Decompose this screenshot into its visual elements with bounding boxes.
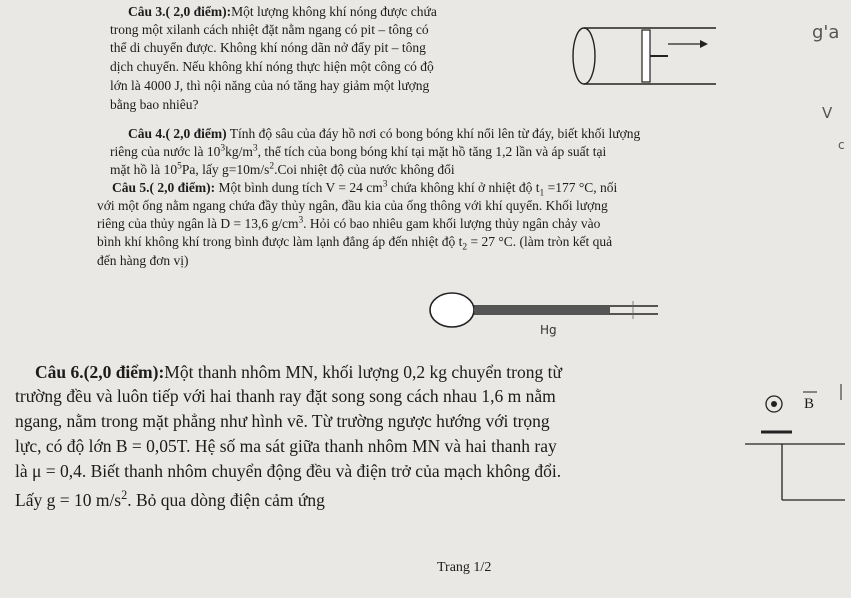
q3-line-1: Câu 3.( 2,0 điểm):Một lượng không khí nóng được chứa — [128, 4, 437, 19]
q6-heading: Câu 6.(2,0 điểm): — [35, 362, 165, 382]
q3-line-4: dịch chuyển. Nếu không khí nóng thực hiện một công có độ — [110, 59, 434, 74]
q5-line-1: Câu 5.( 2,0 điểm): Một bình dung tích V = 24 $cm^3$ chứa không khí ở nhiệt độ $t_1 =177$ °C, nối — [112, 179, 618, 199]
q4-heading: Câu 4.( 2,0 điểm) — [128, 126, 227, 141]
q6-line-5: là μ = 0,4. Biết thanh nhôm chuyển động đều và điện trở của mạch không đổi. — [15, 461, 562, 481]
hg-label: Hg — [540, 323, 557, 337]
q5-line-5: đến hàng đơn vị) — [97, 253, 189, 268]
q3-line-2: trong một xilanh cách nhiệt đặt nằm ngang có pit – tông có — [110, 22, 429, 37]
q6-line-2: trường đều và luôn tiếp với hai thanh ray đặt song song cách nhau 1,6 m nằm — [15, 386, 556, 406]
q3-line-3: thể di chuyển được. Không khí nóng dãn nở đẩy pit – tông — [110, 40, 426, 55]
q4-line-2: riêng của nước là $10^3kg/m^3$, thể tích của bong bóng khí tại mặt hồ tăng 1,2 lần và áp suất tại — [110, 143, 607, 159]
q5-line-4: bình khí không khí trong bình được làm lạnh đẳng áp đến nhiệt độ $t_2 = 27$ °C. (làm tròn kết quả — [97, 234, 613, 253]
q4-line-3: mặt hồ là $10^5Pa$, lấy $g=10m/s^2.Coi$ nhiệt độ của nước không đổi — [110, 161, 455, 177]
q6-line-4: lực, có độ lớn B = 0,05T. Hệ số ma sát giữa thanh nhôm MN và hai thanh ray — [15, 436, 557, 456]
q6-line-1: Câu 6.(2,0 điểm):Một thanh nhôm MN, khối lượng 0,2 kg chuyển trong từ — [35, 362, 562, 382]
margin-note-1: g'a — [812, 22, 840, 43]
q3-line-5: lớn là 4000 J, thì nội năng của nó tăng hay giảm một lượng — [110, 78, 430, 93]
q5-line-3: riêng của thủy ngân là D = 13,6 $g/cm^3$. Hỏi có bao nhiêu gam khối lượng thủy ngân chảy vào — [97, 215, 601, 231]
q3-heading: Câu 3.( 2,0 điểm): — [128, 4, 232, 19]
rails-field-figure — [745, 382, 845, 512]
margin-note-2: V — [822, 104, 833, 122]
q3-line-6: bằng bao nhiêu? — [110, 97, 199, 112]
q6-line-3: ngang, nằm trong mặt phẳng như hình vẽ. Từ trường ngược hướng với trọng — [15, 411, 550, 431]
cylinder-piston-figure — [568, 20, 728, 92]
q4-line-1: Câu 4.( 2,0 điểm) Tính độ sâu của đáy hồ nơi có bong bóng khí nổi lên từ đáy, biết khối lượng — [128, 126, 641, 141]
page-number: Trang 1/2 — [437, 560, 492, 575]
margin-note-3: c — [838, 138, 845, 152]
q6-line-6: Lấy g = 10 $m/s^2$. Bỏ qua dòng điện cảm ứng — [15, 488, 325, 510]
b-field-label: B — [804, 396, 815, 412]
q5-heading: Câu 5.( 2,0 điểm): — [112, 180, 216, 195]
q5-line-2: với một ống nằm ngang chứa đầy thủy ngân, đầu kia của ống thông với khí quyển. Khối lượng — [97, 198, 608, 213]
